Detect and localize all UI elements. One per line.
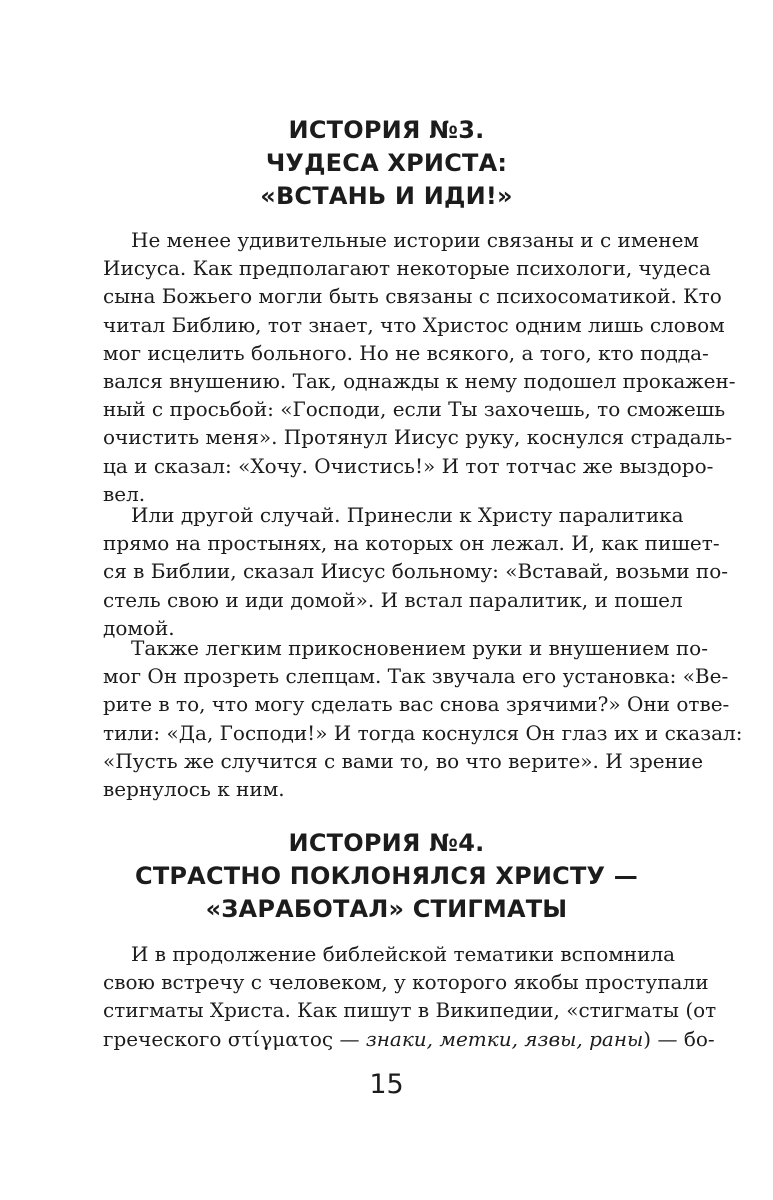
story-3-heading-line: ЧУДЕСА ХРИСТА:: [265, 149, 508, 177]
story-4-heading: [90, 827, 683, 926]
text-line: Также легким прикосновением руки и внушением по-: [131, 636, 708, 660]
paragraph-leper: [103, 226, 736, 508]
text-line: Не менее удивительные истории связаны и с именем: [131, 228, 699, 252]
text-line: «Пусть же случится с вами то, во что верите». И зрение: [103, 748, 704, 773]
text-line: прямо на простынях, на которых он лежал. И, как пишет-: [103, 531, 720, 556]
story-4-heading-line: «ЗАРАБОТАЛ» СТИГМАТЫ: [205, 895, 568, 923]
text-line: И в продолжение библейской тематики вспомнила: [131, 942, 676, 966]
text-line: очистить меня». Протянул Иисус руку, коснулся страдаль-: [103, 425, 733, 450]
text-line: сына Божьего могли быть связаны с психосоматикой. Кто: [103, 284, 722, 309]
text-line: ный с просьбой: «Господи, если Ты захочешь, то сможешь: [103, 397, 726, 422]
text-line: свою встречу с человеком, у которого якобы проступали: [103, 970, 709, 995]
paragraph-paralytic: [103, 501, 729, 642]
text-line: тили: «Да, Господи!» И тогда коснулся Он глаз их и сказал:: [103, 720, 743, 745]
text-line: Или другой случай. Принесли к Христу паралитика: [131, 503, 684, 527]
story-4-heading-line: ИСТОРИЯ №4.: [288, 829, 485, 857]
text-line: стель свою и иди домой». И встал паралитик, и пошел: [103, 587, 683, 612]
paragraph-blind: [103, 634, 743, 803]
text-line: мог исцелить больного. Но не всякого, а того, кто подда-: [103, 340, 709, 365]
text-line: ся в Библии, сказал Иисус больному: «Вставай, возьми по-: [103, 559, 729, 584]
text-line: вернулось к ним.: [103, 777, 285, 802]
story-3-heading-line: ИСТОРИЯ №3.: [288, 116, 485, 144]
italic-segment: знаки, метки, язвы, раны: [365, 1026, 644, 1051]
text-segment: ) — бо-: [643, 1026, 715, 1051]
text-line: Иисуса. Как предполагают некоторые психологи, чудеса: [103, 256, 711, 281]
page-number: 15: [369, 1069, 404, 1100]
text-line-mixed: [103, 1025, 715, 1053]
text-segment: греческого στίγματος —: [103, 1026, 366, 1051]
text-line: мог Он прозреть слепцам. Так звучала его установка: «Ве-: [103, 664, 729, 689]
text-line: вался внушению. Так, однажды к нему подошел прокажен-: [103, 369, 736, 394]
text-line: стигматы Христа. Как пишут в Википедии, «стигматы (от: [103, 998, 717, 1023]
story-3-heading-line: «ВСТАНЬ И ИДИ!»: [260, 182, 513, 210]
paragraph-stigmata: [103, 940, 717, 1053]
text-line: ца и сказал: «Хочу. Очистись!» И тот тотчас же выздоро-: [103, 453, 714, 478]
story-4-heading-line: СТРАСТНО ПОКЛОНЯЛСЯ ХРИСТУ —: [135, 862, 638, 890]
text-line: читал Библию, тот знает, что Христос одним лишь словом: [103, 312, 725, 337]
text-line: рите в то, что могу сделать вас снова зрячими?» Они отве-: [103, 692, 730, 717]
story-3-heading: [90, 114, 683, 213]
text-line: вел.: [103, 481, 146, 506]
text-line: домой.: [103, 615, 175, 640]
